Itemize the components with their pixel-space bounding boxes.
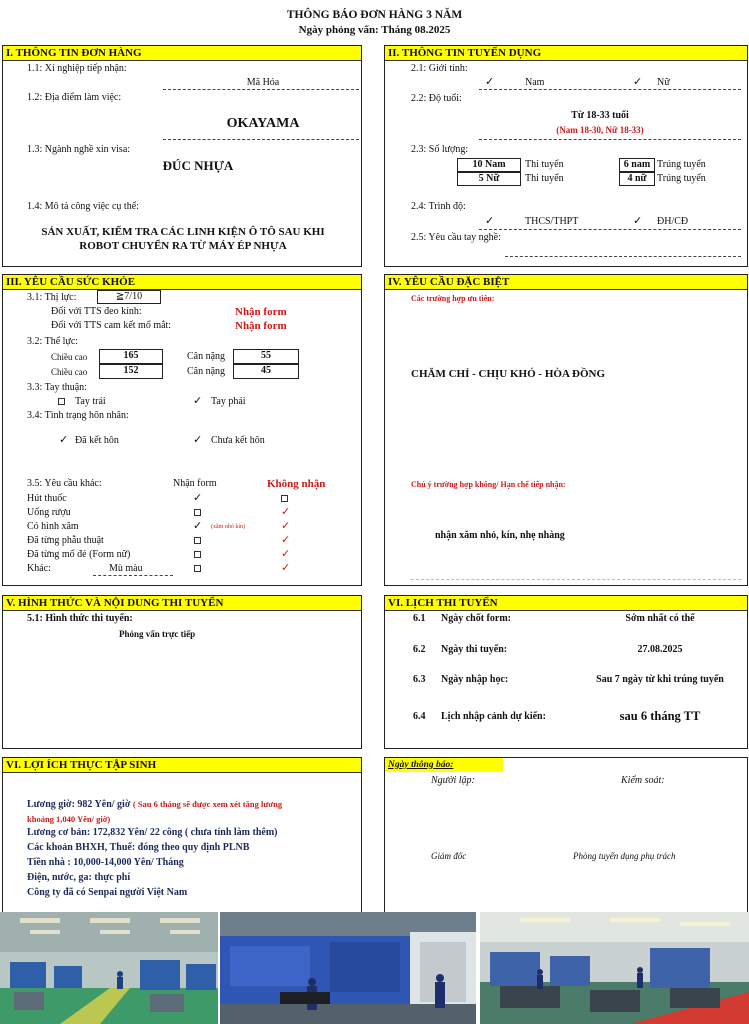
label-exam-format: 5.1: Hình thức thi tuyển:: [27, 613, 133, 624]
value-left-hand: Tay trái: [75, 396, 106, 407]
label-weight: Cân nặng: [187, 351, 226, 362]
check-icon: ✓: [633, 215, 643, 227]
check-icon: ✓: [193, 434, 203, 446]
schedule-num: 6.3: [413, 674, 426, 685]
label-education: 2.4: Trình độ:: [411, 201, 466, 212]
label-job-desc: 1.4: Mô tả công việc cụ thể:: [27, 201, 139, 212]
schedule-num: 6.4: [413, 711, 426, 722]
benefit-house: Tiền nhà : 10,000-14,000 Yên/ Tháng: [27, 857, 184, 868]
value-priority: CHĂM CHỈ - CHỊU KHÓ - HÒA ĐỒNG: [411, 368, 606, 380]
benefit-wage-note: ( Sau 6 tháng sẽ được xem xét tăng lương: [132, 799, 283, 809]
label-pass-male: Trúng tuyển: [657, 159, 706, 170]
section-header: VI. LỢI ÍCH THỰC TẬP SINH: [3, 758, 361, 773]
row-other: Khác:: [27, 563, 51, 574]
value-edu-2: ĐH/CĐ: [657, 216, 689, 227]
panel-benefits: [2, 757, 362, 915]
schedule-value: 27.08.2025: [637, 644, 683, 655]
panel-exam-format: [2, 595, 362, 749]
value-vision: ≧7/10: [97, 290, 161, 304]
check-icon: ✓: [281, 506, 291, 518]
value-age-detail: (Nam 18-30, Nữ 18-33): [556, 125, 644, 135]
row-surgery: Đã từng phẫu thuật: [27, 535, 104, 546]
value-weight-female: 45: [233, 364, 299, 379]
panel-signatures: [384, 757, 748, 915]
divider: [505, 256, 741, 257]
label-quantity: 2.3: Số lượng:: [411, 144, 469, 155]
check-icon: ✓: [281, 562, 291, 574]
factory-photo-2-image: [220, 912, 476, 1024]
value-job-desc-1: SẢN XUẤT, KIỂM TRA CÁC LINH KIỆN Ô TÔ SAU KHI: [41, 226, 325, 238]
benefit-wage-note-2: khoảng 1,040 Yên/ giờ): [27, 814, 111, 824]
value-height-male: 165: [99, 349, 163, 364]
label-glasses: Đối với TTS đeo kính:: [51, 306, 142, 317]
label-location: 1.2: Địa điểm làm việc:: [27, 92, 122, 103]
label-controller: Kiểm soát:: [621, 775, 665, 786]
label-handedness: 3.3: Tay thuận:: [27, 382, 87, 393]
checkbox-empty: [194, 565, 201, 572]
divider: [479, 89, 741, 90]
label-other-req: 3.5: Yêu cầu khác:: [27, 478, 102, 489]
value-female: Nữ: [657, 77, 670, 88]
value-edu-1: THCS/THPT: [525, 216, 579, 227]
divider: [163, 89, 359, 90]
schedule-value: Sau 7 ngày từ khi trúng tuyển: [596, 674, 724, 685]
label-creator: Người lập:: [431, 775, 475, 786]
label-vision: 3.1: Thị lực:: [27, 292, 77, 303]
check-icon: ✓: [281, 548, 291, 560]
label-pass-female: Trúng tuyển: [657, 173, 706, 184]
label-age: 2.2: Độ tuổi:: [411, 93, 462, 104]
section-header: II. THÔNG TIN TUYỂN DỤNG: [385, 46, 747, 61]
section-header: IV. YÊU CẦU ĐẶC BIỆT: [385, 275, 747, 290]
label-exam-male: Thi tuyển: [525, 159, 564, 170]
panel-schedule: [384, 595, 748, 749]
notice-date: Ngày thông báo:: [388, 760, 454, 770]
schedule-label: Lịch nhập cảnh dự kiến:: [441, 711, 546, 722]
label-trade: 1.3: Ngành nghề xin visa:: [27, 144, 131, 155]
value-age: Từ 18-33 tuổi: [571, 110, 629, 121]
tattoo-note: (xăm nhỏ kín): [211, 524, 245, 530]
label-eye-surgery: Đối với TTS cam kết mổ mắt:: [51, 320, 172, 331]
schedule-value: Sớm nhất có thể: [625, 613, 695, 624]
interview-date: Ngày phỏng vấn: Tháng 08.2025: [298, 24, 451, 36]
column-reject: Không nhận: [267, 478, 326, 490]
label-skill: 2.5: Yêu cầu tay nghề:: [411, 232, 501, 243]
label-exam-female: Thi tuyển: [525, 173, 564, 184]
value-other: Mù màu: [109, 563, 143, 574]
panel-special-req: [384, 274, 748, 586]
value-glasses: Nhận form: [235, 306, 287, 318]
label-physical: 3.2: Thể lực:: [27, 336, 79, 347]
check-icon: ✓: [59, 434, 69, 446]
label-weight: Cân nặng: [187, 366, 226, 377]
page-title: THÔNG BÁO ĐƠN HÀNG 3 NĂM: [286, 9, 463, 21]
benefit-senpai: Công ty đã có Senpai người Việt Nam: [27, 887, 188, 898]
value-trade: ĐÚC NHỰA: [162, 158, 234, 173]
quota-male: 10 Nam: [457, 158, 521, 172]
value-location: OKAYAMA: [226, 116, 300, 131]
check-icon: ✓: [193, 395, 203, 407]
check-icon: ✓: [281, 520, 291, 532]
label-marital: 3.4: Tình trạng hôn nhân:: [27, 410, 129, 421]
value-exam-format: Phỏng vấn trực tiếp: [119, 629, 196, 639]
benefit-wage-text: Lương giờ: 982 Yên/ giờ: [27, 799, 131, 810]
value-eye-surgery: Nhận form: [235, 320, 287, 332]
pass-female: 4 nữ: [619, 172, 655, 186]
check-icon: ✓: [485, 215, 495, 227]
value-married: Đã kết hôn: [75, 435, 119, 446]
value-single: Chưa kết hôn: [211, 435, 265, 446]
row-tattoo: Có hình xăm: [27, 521, 79, 532]
factory-photo-1-image: [0, 912, 218, 1024]
check-icon: ✓: [193, 492, 203, 504]
label-restrictions: Chú ý trường hợp không/ Hạn chế tiếp nhận:: [411, 480, 566, 489]
divider: [479, 139, 741, 140]
row-c-section: Đã từng mổ đẻ (Form nữ): [27, 549, 131, 560]
schedule-num: 6.1: [413, 613, 426, 624]
quota-female: 5 Nữ: [457, 172, 521, 186]
label-director: Giám đốc: [431, 851, 467, 861]
factory-photo-2: [220, 912, 476, 1024]
schedule-value: sau 6 tháng TT: [619, 709, 701, 723]
value-male: Nam: [525, 77, 545, 88]
divider: [411, 579, 741, 580]
label-height: Chiều cao: [51, 352, 88, 362]
factory-photo-1: [0, 912, 218, 1024]
divider: [93, 575, 173, 576]
pass-male: 6 nam: [619, 158, 655, 172]
schedule-num: 6.2: [413, 644, 426, 655]
value-job-desc-2: ROBOT CHUYỂN RA TỪ MÁY ÉP NHỰA: [79, 240, 287, 252]
checkbox-empty: [194, 537, 201, 544]
check-icon: ✓: [633, 76, 643, 88]
benefit-tax: Các khoản BHXH, Thuế: đóng theo quy định PLNB: [27, 842, 250, 853]
schedule-label: Ngày thi tuyển:: [441, 644, 508, 655]
panel-order-info: [2, 45, 362, 267]
value-height-female: 152: [99, 364, 163, 379]
check-icon: ✓: [193, 520, 203, 532]
factory-photo-3: [480, 912, 749, 1024]
section-header: III. YÊU CẦU SỨC KHỎE: [3, 275, 361, 290]
check-icon: ✓: [281, 534, 291, 546]
section-header: V. HÌNH THỨC VÀ NỘI DUNG THI TUYỂN: [3, 596, 361, 611]
panel-health: [2, 274, 362, 586]
row-smoking: Hút thuốc: [27, 493, 67, 504]
checkbox-left-hand: [58, 398, 65, 405]
schedule-label: Ngày nhập học:: [441, 674, 509, 685]
divider: [163, 139, 359, 140]
label-gender: 2.1: Giới tính:: [411, 63, 468, 74]
check-icon: ✓: [485, 76, 495, 88]
label-recruit-dept: Phòng tuyển dụng phụ trách: [573, 851, 676, 861]
schedule-label: Ngày chốt form:: [441, 613, 511, 624]
checkbox-empty: [194, 509, 201, 516]
checkbox-empty: [194, 551, 201, 558]
divider: [479, 229, 741, 230]
section-header: I. THÔNG TIN ĐƠN HÀNG: [3, 46, 361, 61]
checkbox-empty: [281, 495, 288, 502]
label-company: 1.1: Xí nghiệp tiếp nhận:: [27, 63, 127, 74]
benefit-utilities: Điện, nước, ga: thực phí: [27, 872, 131, 883]
value-weight-male: 55: [233, 349, 299, 364]
benefit-base: Lương cơ bản: 172,832 Yên/ 22 công ( chưa tính làm thêm): [27, 827, 278, 838]
label-height: Chiều cao: [51, 367, 88, 377]
value-restrictions: nhận xăm nhỏ, kín, nhẹ nhàng: [435, 530, 565, 541]
value-company: Mã Hóa: [246, 77, 280, 88]
label-priority: Các trường hợp ưu tiên:: [411, 294, 495, 303]
section-header: VI. LỊCH THI TUYỂN: [385, 596, 747, 611]
panel-recruit-info: [384, 45, 748, 267]
column-accept: Nhận form: [173, 478, 217, 489]
factory-photo-3-image: [480, 912, 749, 1024]
value-right-hand: Tay phải: [211, 396, 246, 407]
benefit-wage: [27, 798, 282, 811]
row-drinking: Uống rượu: [27, 507, 71, 518]
